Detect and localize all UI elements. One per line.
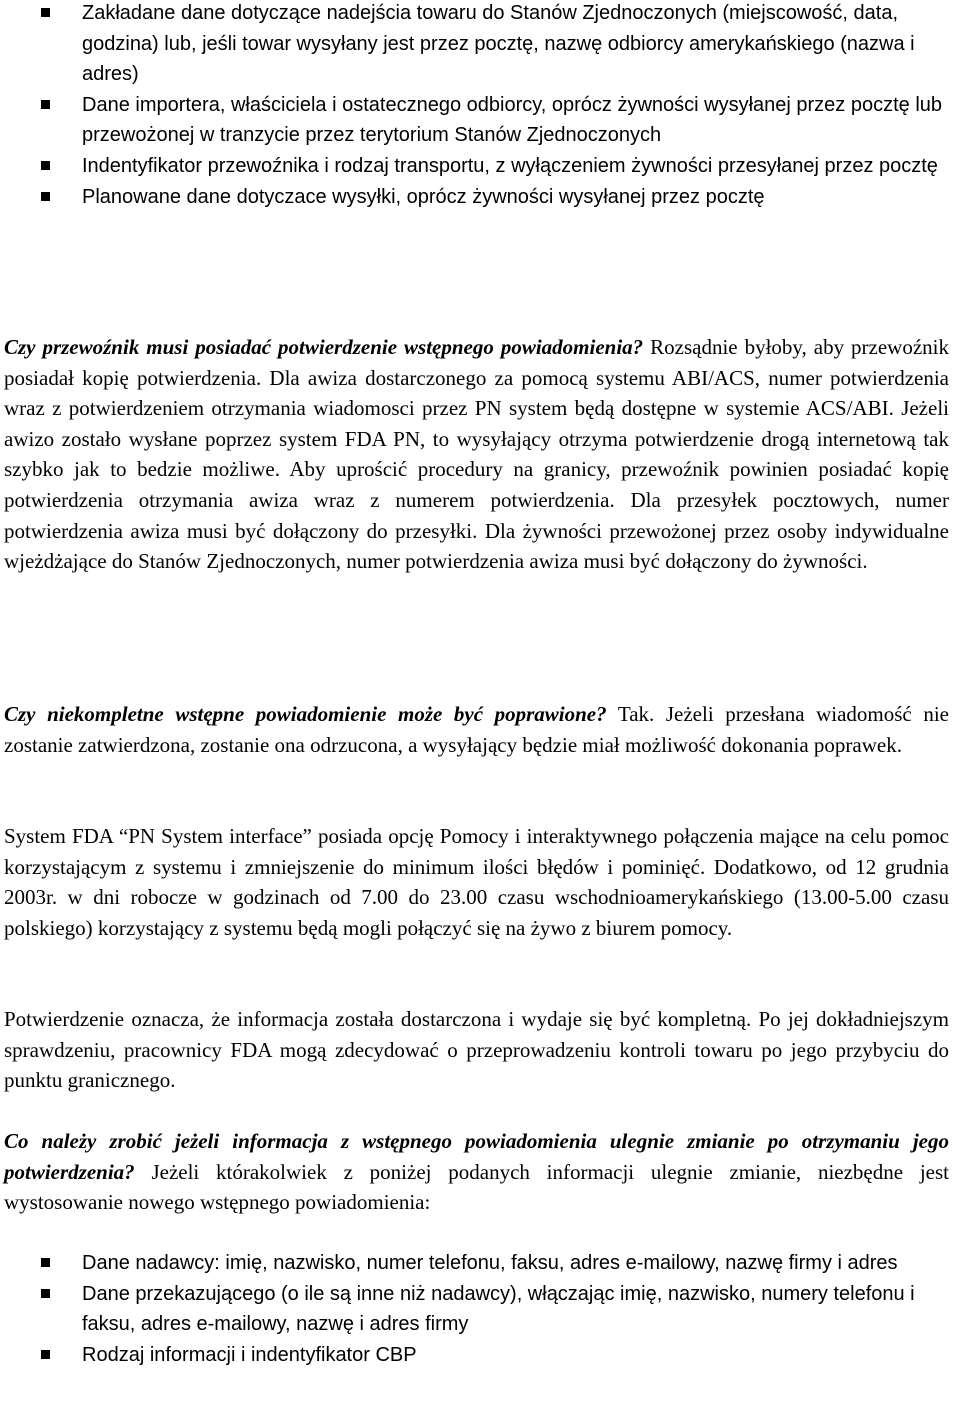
square-bullet-icon bbox=[41, 192, 50, 201]
paragraph-body: Rozsądnie byłoby, aby przewoźnik posiadał kopię potwierdzenia. Dla awiza dostarczonego za pomocą systemu ABI/ACS, numer potwierdzenia wraz z potwierdzeniem otrzymania wiadomosci przez PN system będą dostępne w systemie ACS/ABI. Jeżeli awizo zostało wysłane poprzez system FDA PN, to wysyłający otrzyma potwierdzenie drogą internetową tak szybko jak to bedzie możliwe. Aby uprościć procedury na granicy, przewoźnik powinien posiadać kopię potwierdzenia otrzymania awiza wraz z numerem potwierdzenia. Dla przesyłek pocztowych, numer potwierdzenia awiza musi być dołączony do przesyłki. Dla żywności przewożonej przez osoby indywidualne wjeżdżające do Stanów Zjednoczonych, numer potwierdzenia awiza musi być dołączony do żywności. bbox=[4, 335, 949, 574]
square-bullet-icon bbox=[41, 1350, 50, 1359]
bullet-list-top bbox=[0, 0, 945, 212]
list-item bbox=[0, 0, 945, 90]
paragraph-body: Jeżeli którakolwiek z poniżej podanych informacji ulegnie zmianie, niezbędne jest wystosowanie nowego wstępnego powiadomienia: bbox=[4, 1159, 949, 1215]
list-item bbox=[0, 151, 945, 182]
list-item bbox=[0, 90, 945, 151]
question-heading: Co należy zrobić jeżeli informacja z wstępnego powiadomienia ulegnie zmianie po otrzymaniu jego potwierdzenia? bbox=[4, 1129, 949, 1184]
paragraph-confirmation-meaning bbox=[4, 1004, 949, 1096]
list-item bbox=[0, 1340, 945, 1371]
square-bullet-icon bbox=[41, 1289, 50, 1298]
list-item bbox=[0, 1279, 945, 1340]
paragraph-body: Tak. Jeżeli przesłana wiadomość nie zostanie zatwierdzona, zostanie ona odrzucona, a wysyłający będzie miał możliwość dokonania poprawek. bbox=[4, 702, 949, 757]
question-heading: Czy przewoźnik musi posiadać potwierdzenie wstępnego powiadomienia? bbox=[4, 335, 644, 359]
list-item-text: Indentyfikator przewoźnika i rodzaj transportu, z wyłączeniem żywności przesyłanej przez pocztę bbox=[82, 154, 938, 177]
square-bullet-icon bbox=[41, 1258, 50, 1267]
paragraph-confirmation bbox=[4, 332, 949, 577]
paragraph-correction bbox=[4, 699, 949, 760]
list-item bbox=[0, 1248, 945, 1279]
list-item-text: Planowane dane dotyczace wysyłki, oprócz żywności wysyłanej przez pocztę bbox=[82, 185, 765, 208]
list-item bbox=[0, 182, 945, 213]
paragraph-body: Potwierdzenie oznacza, że informacja została dostarczona i wydaje się być kompletną. Po jej dokładniejszym sprawdzeniu, pracownicy FDA mogą zdecydować o przeprowadzeniu kontroli towaru po jego przybyciu do punktu granicznego. bbox=[4, 1007, 949, 1093]
list-item-text: Dane importera, właściciela i ostatecznego odbiorcy, oprócz żywności wysyłanej przez pocztę lub przewożonej w tranzycie przez terytorium Stanów Zjednoczonych bbox=[82, 93, 943, 147]
square-bullet-icon bbox=[41, 161, 50, 170]
square-bullet-icon bbox=[41, 100, 50, 109]
paragraph-body: System FDA “PN System interface” posiada opcję Pomocy i interaktywnego połączenia mające na celu pomoc korzystającym z systemu i zmniejszenie do minimum ilości błędów i pominięć. Dodatkowo, od 12 grudnia 2003r. w dni robocze w godzinach od 7.00 do 23.00 czasu wschodnioamerykańskiego (13.00-5.00 czasu polskiego) korzystający z systemu będą mogli połączyć się na żywo z biurem pomocy. bbox=[4, 824, 949, 940]
list-item-text: Zakładane dane dotyczące nadejścia towaru do Stanów Zjednoczonych (miejscowość, data, godzina) lub, jeśli towar wysyłany jest przez pocztę, nazwę odbiorcy amerykańskiego (nazwa i adres) bbox=[82, 2, 915, 86]
list-item-text: Dane nadawcy: imię, nazwisko, numer telefonu, faksu, adres e-mailowy, nazwę firmy i adres bbox=[82, 1252, 898, 1274]
square-bullet-icon bbox=[41, 8, 50, 17]
list-item-text: Dane przekazującego (o ile są inne niż nadawcy), włączając imię, nazwisko, numery telefonu i faksu, adres e-mailowy, nazwę i adres firmy bbox=[82, 1282, 915, 1336]
paragraph-changes bbox=[4, 1126, 949, 1218]
question-heading: Czy niekompletne wstępne powiadomienie może być poprawione? bbox=[4, 702, 607, 726]
list-item-text: Rodzaj informacji i indentyfikator CBP bbox=[82, 1343, 417, 1366]
bullet-list-bottom bbox=[0, 1248, 945, 1370]
paragraph-system-help bbox=[4, 821, 949, 943]
